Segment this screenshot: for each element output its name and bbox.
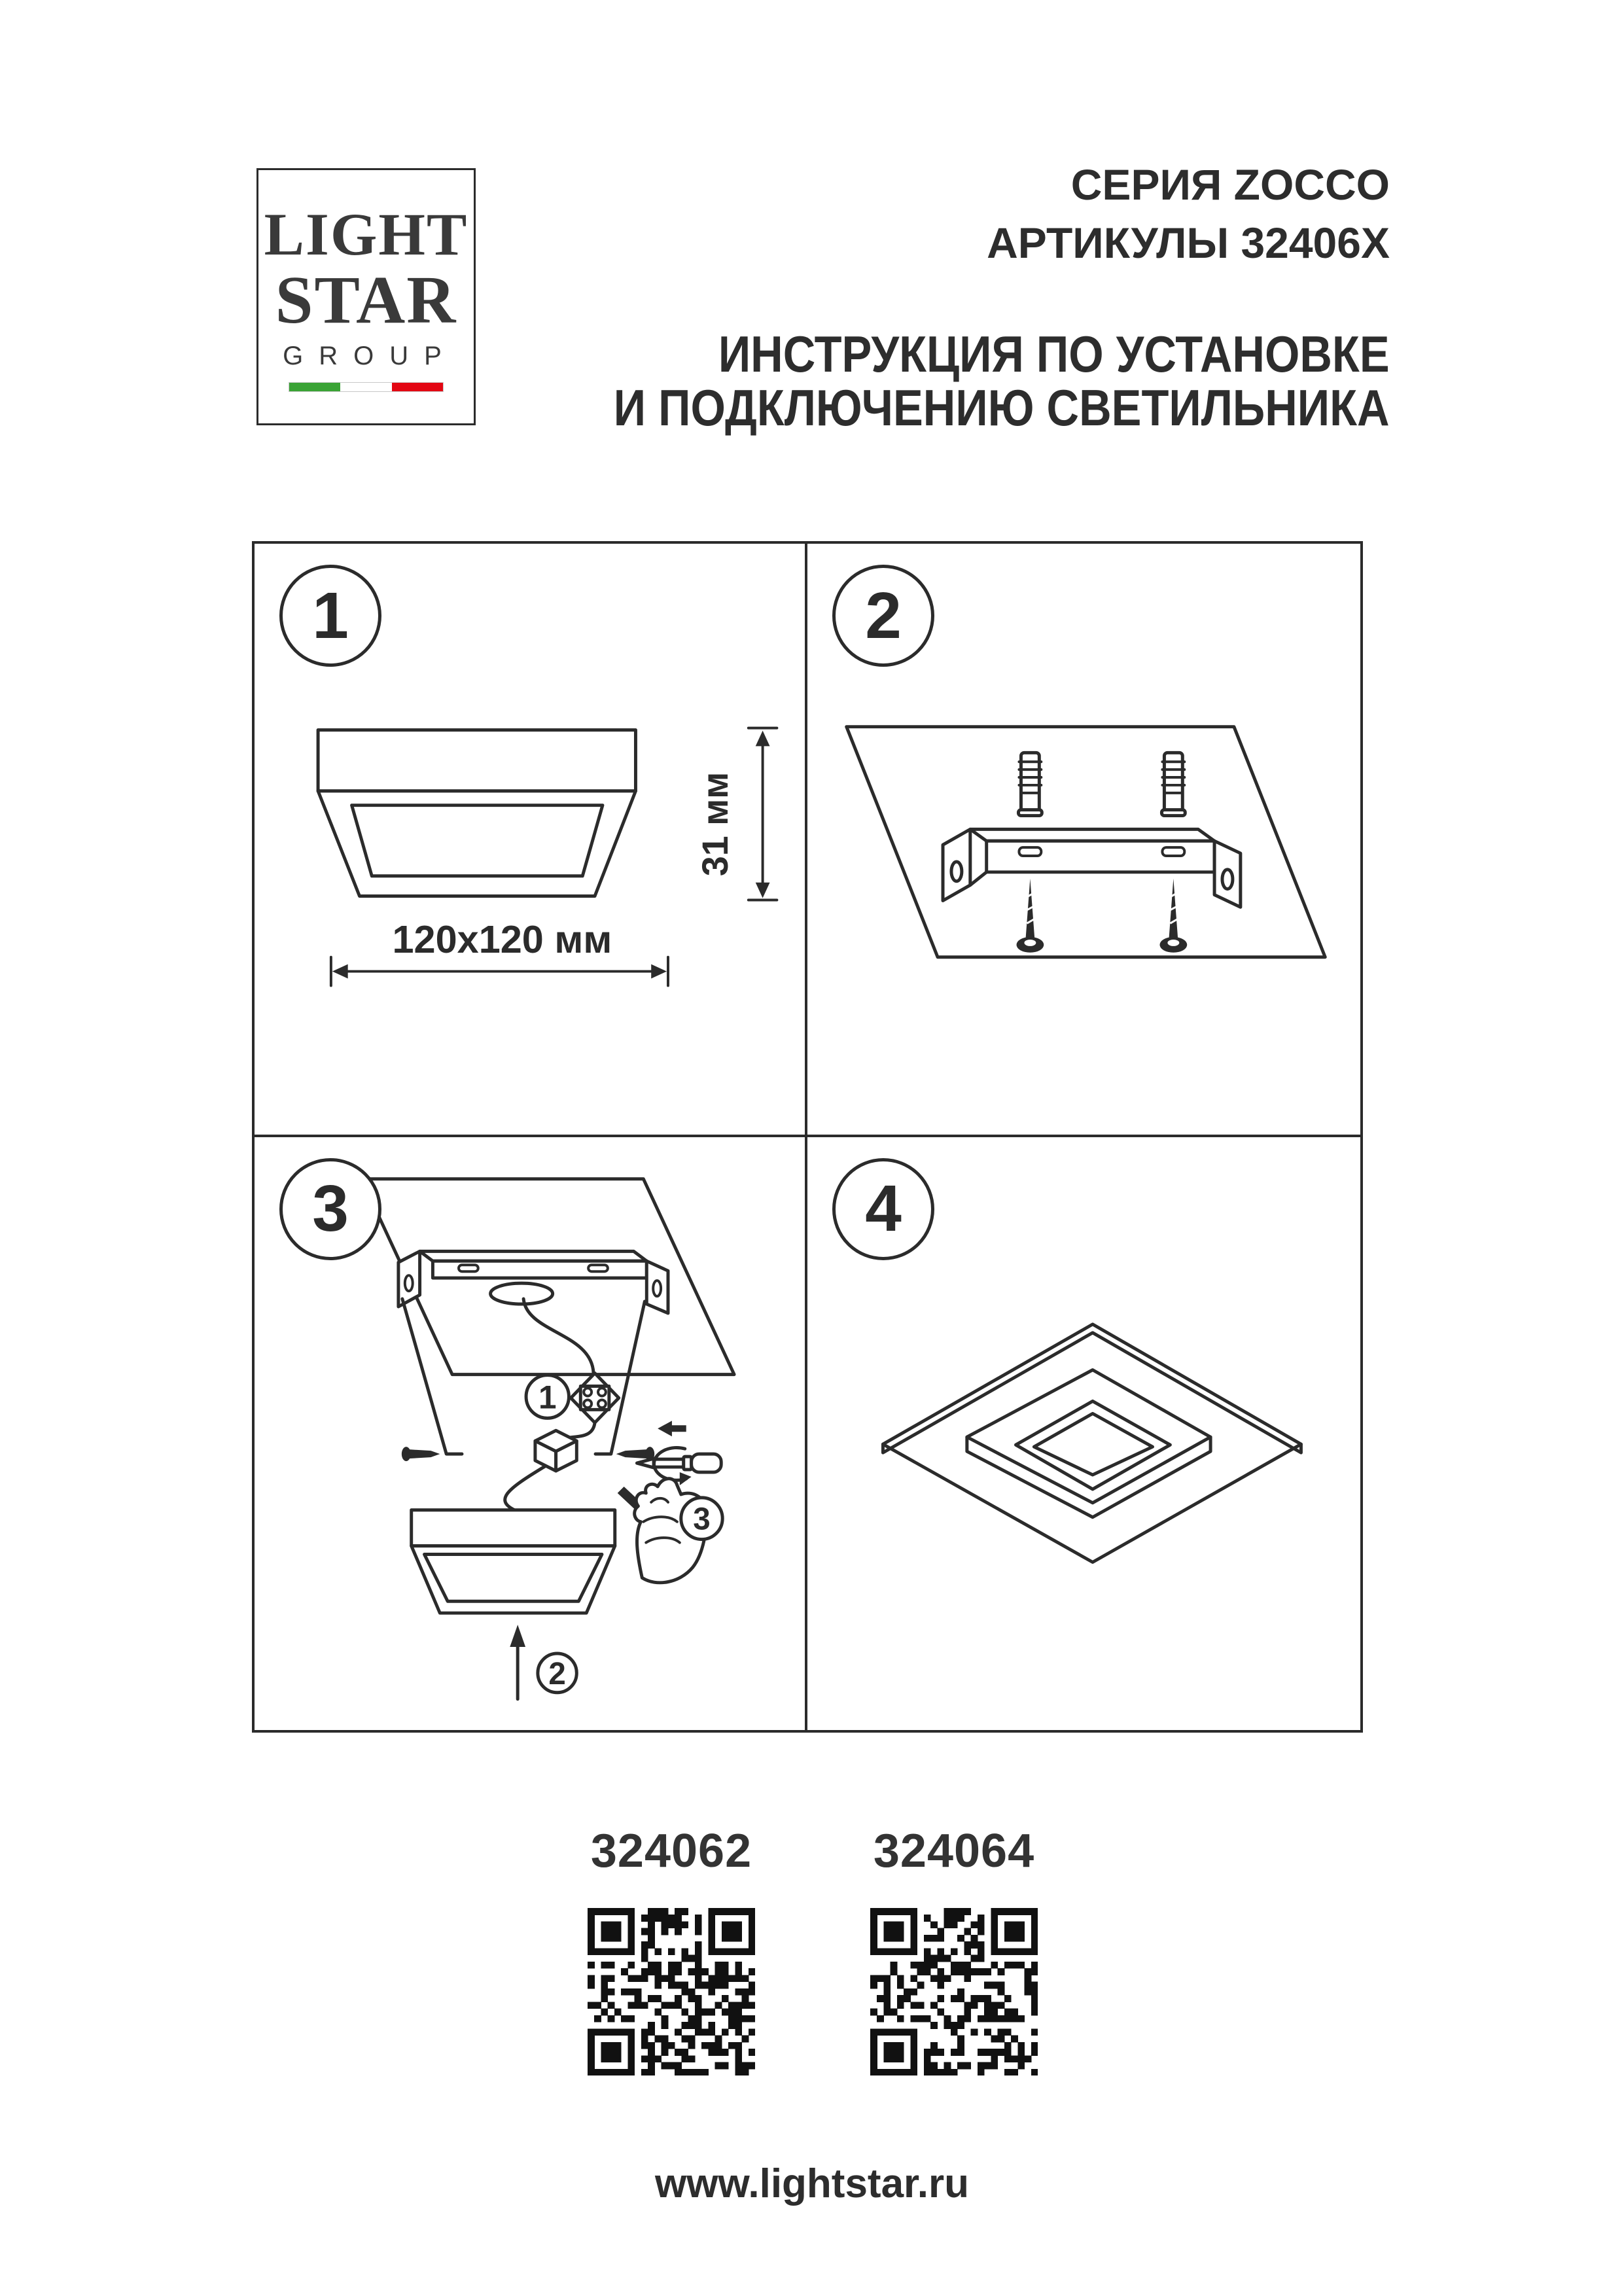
step-number-badge-2 (832, 565, 934, 667)
step-panel-3 (255, 1137, 807, 1731)
doc-title-line2: И ПОДКЛЮЧЕНИЮ СВЕТИЛЬНИКА (614, 379, 1390, 436)
supply-cable (523, 1299, 593, 1373)
article-number: 324064 (873, 1825, 1035, 1877)
flag-green-segment (289, 383, 340, 391)
qr-code (870, 1908, 1038, 2075)
step-panel-2 (807, 544, 1360, 1137)
callout-1 (526, 1375, 569, 1418)
product-324062 (573, 1824, 769, 2079)
logo-word-group: GROUP (283, 342, 457, 370)
direction-arrow-left (658, 1421, 686, 1436)
cable-to-fixture (505, 1466, 545, 1512)
logo-word-star: STAR (275, 262, 457, 338)
connector-plug (535, 1430, 576, 1471)
lightstar-logo (256, 168, 476, 425)
projection-lines (402, 1299, 644, 1454)
dim-width-label: 120х120 мм (392, 917, 612, 961)
product-324064 (856, 1824, 1052, 2079)
step-panel-1 (255, 544, 807, 1137)
step-number-badge-1 (279, 565, 381, 667)
push-up-arrow (510, 1625, 525, 1699)
series-line: СЕРИЯ ZOCCO (1070, 160, 1390, 209)
logo-word-light: LIGHT (264, 201, 468, 268)
screw-left (402, 1447, 440, 1461)
article-number: 324062 (590, 1825, 752, 1877)
mounting-bracket (943, 829, 1241, 907)
screw-right (1159, 879, 1187, 953)
step-number: 1 (312, 578, 349, 652)
height-dimension (695, 728, 777, 900)
wall-plug-right (1161, 752, 1185, 815)
website-url: www.lightstar.ru (655, 2161, 969, 2206)
screw-left (1016, 879, 1044, 953)
fixture (412, 1510, 615, 1612)
flag-red-segment (392, 383, 443, 391)
step-number-badge-3 (279, 1158, 381, 1260)
fixture-side-view (318, 730, 635, 896)
doc-title-line1: ИНСТРУКЦИЯ ПО УСТАНОВКЕ (718, 325, 1390, 383)
wall-plug-left (1018, 752, 1042, 815)
terminal-block (571, 1373, 618, 1422)
step-number: 3 (312, 1172, 349, 1245)
svg-text:2: 2 (548, 1656, 566, 1691)
width-dimension (331, 917, 668, 986)
svg-text:3: 3 (693, 1502, 711, 1537)
step-number: 2 (865, 578, 902, 652)
svg-text:1: 1 (538, 1378, 557, 1415)
italian-flag-bar (289, 382, 444, 392)
flag-white-segment (340, 383, 391, 391)
ceiling-hole (491, 1283, 553, 1304)
qr-code (588, 1908, 755, 2075)
steps-grid (252, 541, 1363, 1733)
dim-height-label: 31 мм (695, 771, 736, 877)
header (508, 156, 1390, 434)
callout-3 (681, 1497, 722, 1539)
step-number-badge-4 (832, 1158, 934, 1260)
articles-line: АРТИКУЛЫ 32406Х (987, 219, 1390, 267)
step-number: 4 (865, 1172, 902, 1245)
step-panel-4 (807, 1137, 1360, 1731)
callout-2 (538, 1653, 576, 1692)
